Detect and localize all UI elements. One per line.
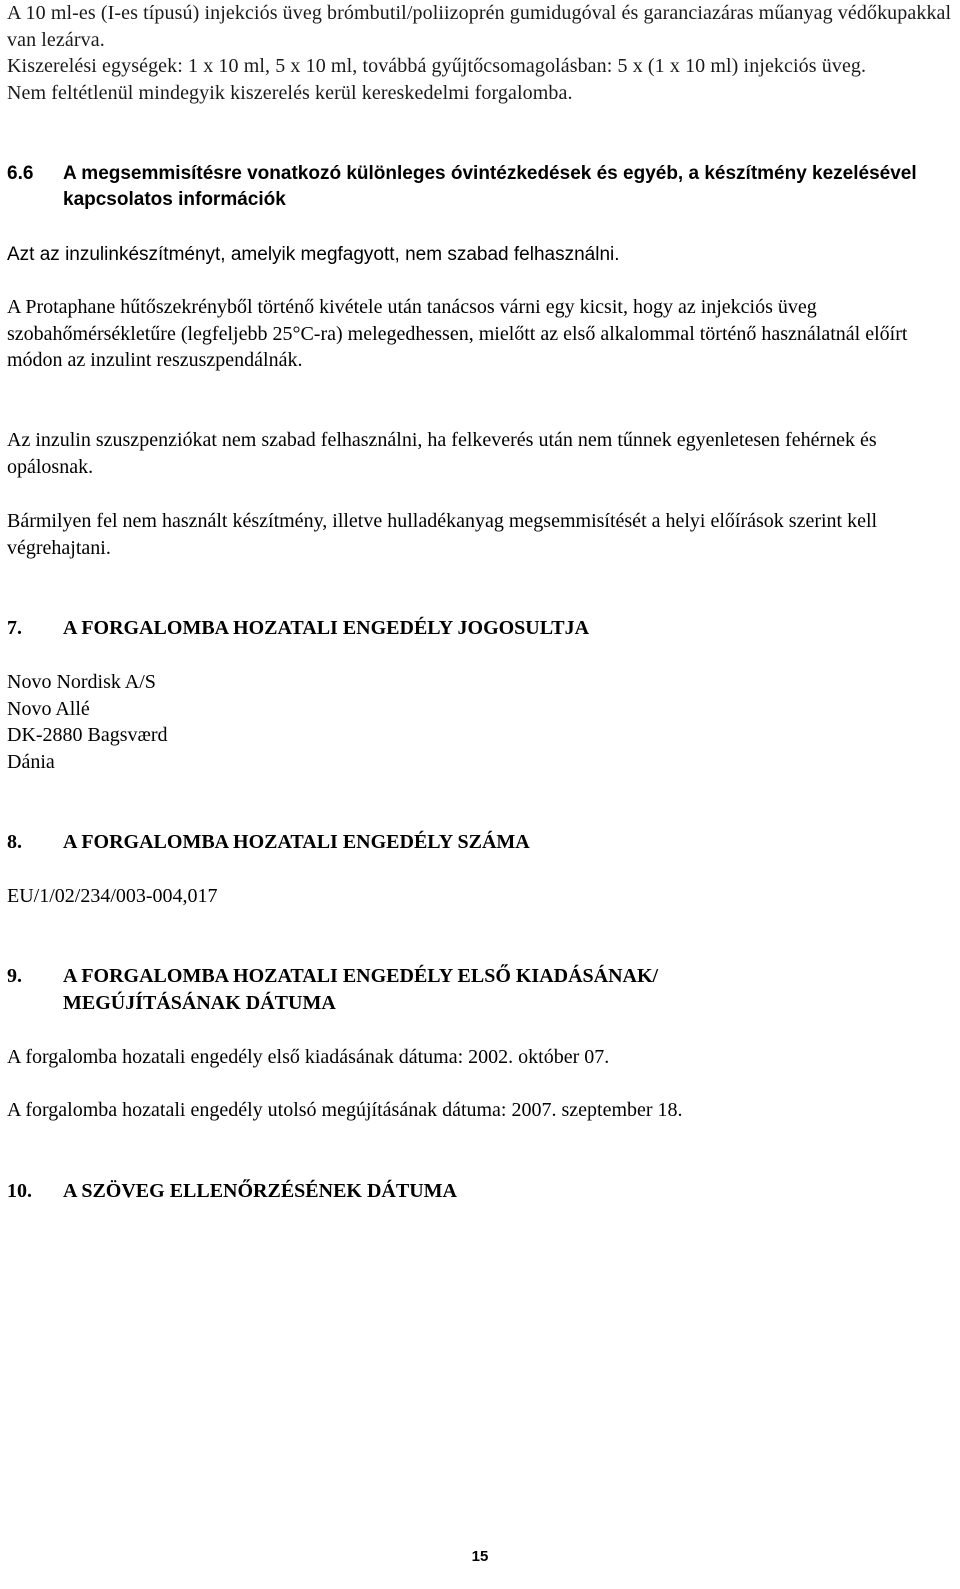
section-number: 8. [7, 831, 22, 853]
section-number: 9. [7, 965, 22, 987]
address-line: DK-2880 Bagsværd [7, 724, 168, 746]
authorisation-number: EU/1/02/234/003-004,017 [7, 885, 218, 907]
section-6-6-heading [7, 161, 952, 213]
section-title: A FORGALOMBA HOZATALI ENGEDÉLY JOGOSULTJA [63, 617, 590, 639]
address-line: Novo Nordisk A/S [7, 671, 156, 693]
address-line: Dánia [7, 750, 55, 773]
section-6-6-paragraph-4: Bármilyen fel nem használt készítmény, illetve hulladékanyag megsemmisítését a helyi előírások szerint kell végrehajtani. [7, 510, 878, 559]
section-title-line-1: A FORGALOMBA HOZATALI ENGEDÉLY ELSŐ KIADÁSÁNAK/ [63, 965, 659, 987]
section-6-6-paragraph-2: A Protaphane hűtőszekrényből történő kivétele után tanácsos várni egy kicsit, hogy az injekciós üveg szobahőmérsékletűre (legfeljebb 25°C-ra) melegedhessen, mielőtt az első alkalommal történő használatnál előírt módon az inzulint reszuszpendálnák. [7, 296, 908, 371]
intro-line-3: Nem feltétlenül mindegyik kiszerelés kerül kereskedelmi forgalomba. [7, 81, 573, 104]
section-9-heading [7, 963, 952, 1016]
section-title: A FORGALOMBA HOZATALI ENGEDÉLY SZÁMA [63, 831, 530, 853]
section-10-heading [7, 1178, 952, 1205]
packaging-description [7, 0, 952, 106]
first-authorisation-date: A forgalomba hozatali engedély első kiadásának dátuma: 2002. október 07. [7, 1046, 610, 1068]
address-line: Novo Allé [7, 697, 90, 720]
renewal-date: A forgalomba hozatali engedély utolsó megújításának dátuma: 2007. szeptember 18. [7, 1099, 683, 1121]
section-title: A megsemmisítésre vonatkozó különleges óvintézkedések és egyéb, a készítmény kezelésével kapcsolatos információk [63, 163, 917, 210]
section-number: 7. [7, 617, 22, 639]
section-6-6-paragraph-3: Az inzulin szuszpenziókat nem szabad felhasználni, ha felkeverés után nem tűnnek egyenletesen fehérnek és opálosnak. [7, 429, 877, 478]
section-6-6-paragraph-1: Azt az inzulinkészítményt, amelyik megfagyott, nem szabad felhasználni. [7, 244, 620, 265]
section-title-line-2: MEGÚJÍTÁSÁNAK DÁTUMA [63, 991, 336, 1014]
section-8-heading [7, 829, 952, 856]
intro-line-1: A 10 ml-es (I-es típusú) injekciós üveg brómbutil/poliizoprén gumidugóval és garanciazáras műanyag védőkupakkal van lezárva. [7, 2, 952, 51]
section-7-heading [7, 615, 952, 642]
section-title [63, 963, 952, 1016]
intro-line-2: Kiszerelési egységek: 1 x 10 ml, 5 x 10 ml, továbbá gyűjtőcsomagolásban: 5 x (1 x 10 ml) injekciós üveg. [7, 55, 867, 77]
section-title: A SZÖVEG ELLENŐRZÉSÉNEK DÁTUMA [63, 1180, 457, 1202]
page-number: 15 [471, 1548, 489, 1565]
section-number: 10. [7, 1180, 32, 1202]
marketing-authorisation-holder-address [7, 669, 952, 775]
section-number: 6.6 [7, 163, 34, 184]
